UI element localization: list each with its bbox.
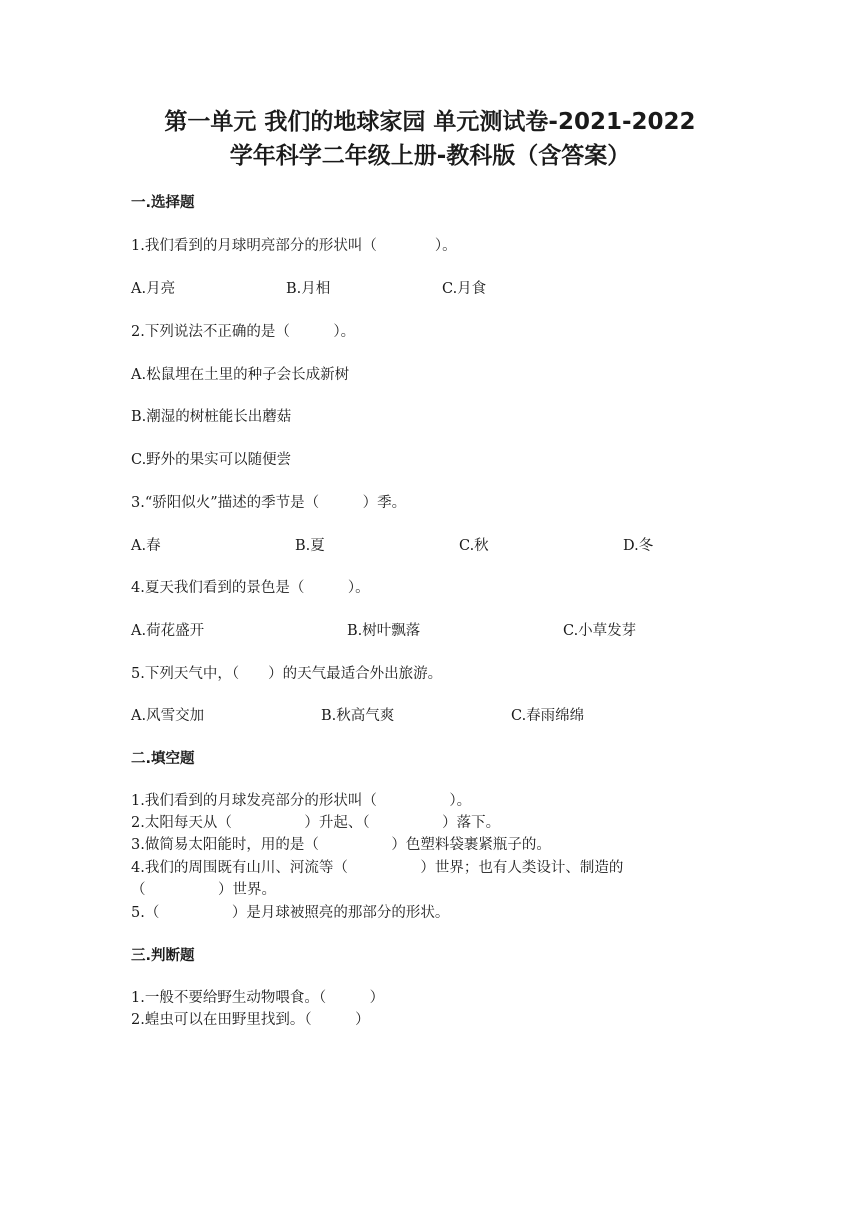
question-5-option-a: A.风雪交加 [131, 708, 205, 724]
question-1-stem: 1.我们看到的月球明亮部分的形状叫（ ）。 [131, 238, 457, 254]
question-5-option-c: C.春雨绵绵 [511, 708, 585, 724]
question-5-stem: 5.下列天气中，（ ）的天气最适合外出旅游。 [131, 666, 443, 682]
question-3-option-a: A.春 [131, 538, 161, 554]
question-4-stem: 4.夏天我们看到的景色是（ ）。 [131, 580, 370, 596]
judge-question-2: 2.蝗虫可以在田野里找到。（ ） [131, 1012, 370, 1028]
fill-question-3: 3.做简易太阳能时，用的是（ ）色塑料袋裹紧瓶子的。 [131, 837, 551, 853]
section-heading-choice: 一.选择题 [131, 195, 195, 211]
section-heading-judge: 三.判断题 [131, 948, 195, 964]
question-1-option-a: A.月亮 [131, 281, 176, 297]
question-3-option-c: C.秋 [459, 538, 489, 554]
fill-question-5: 5.（ ）是月球被照亮的那部分的形状。 [131, 905, 450, 921]
question-2-option-c: C.野外的果实可以随便尝 [131, 452, 292, 468]
question-4-option-c: C.小草发芽 [563, 623, 637, 639]
question-2-option-b: B.潮湿的树桩能长出蘑菇 [131, 409, 292, 425]
judge-question-1: 1.一般不要给野生动物喂食。（ ） [131, 990, 385, 1006]
question-2-option-a: A.松鼠埋在土里的种子会长成新树 [131, 367, 350, 383]
question-4-option-a: A.荷花盛开 [131, 623, 205, 639]
fill-question-4-line-2: （ ）世界。 [131, 882, 276, 898]
document-title-line-2: 学年科学二年级上册-教科版（含答案） [229, 143, 631, 169]
fill-question-2: 2.太阳每天从（ ）升起、（ ）落下。 [131, 815, 501, 831]
fill-question-4-line-1: 4.我们的周围既有山川、河流等（ ）世界；也有人类设计、制造的 [131, 860, 624, 876]
question-1-option-b: B.月相 [286, 281, 331, 297]
question-4-option-b: B.树叶飘落 [347, 623, 421, 639]
question-2-stem: 2.下列说法不正确的是（ ）。 [131, 324, 356, 340]
document-title-line-1: 第一单元 我们的地球家园 单元测试卷-2021-2022 [164, 109, 696, 135]
fill-question-1: 1.我们看到的月球发亮部分的形状叫（ ）。 [131, 793, 472, 809]
question-1-option-c: C.月食 [442, 281, 487, 297]
section-heading-fill: 二.填空题 [131, 751, 195, 767]
question-3-option-d: D.冬 [623, 538, 654, 554]
question-5-option-b: B.秋高气爽 [321, 708, 395, 724]
question-3-option-b: B.夏 [295, 538, 325, 554]
question-3-stem: 3.“骄阳似火”描述的季节是（ ）季。 [131, 495, 407, 511]
